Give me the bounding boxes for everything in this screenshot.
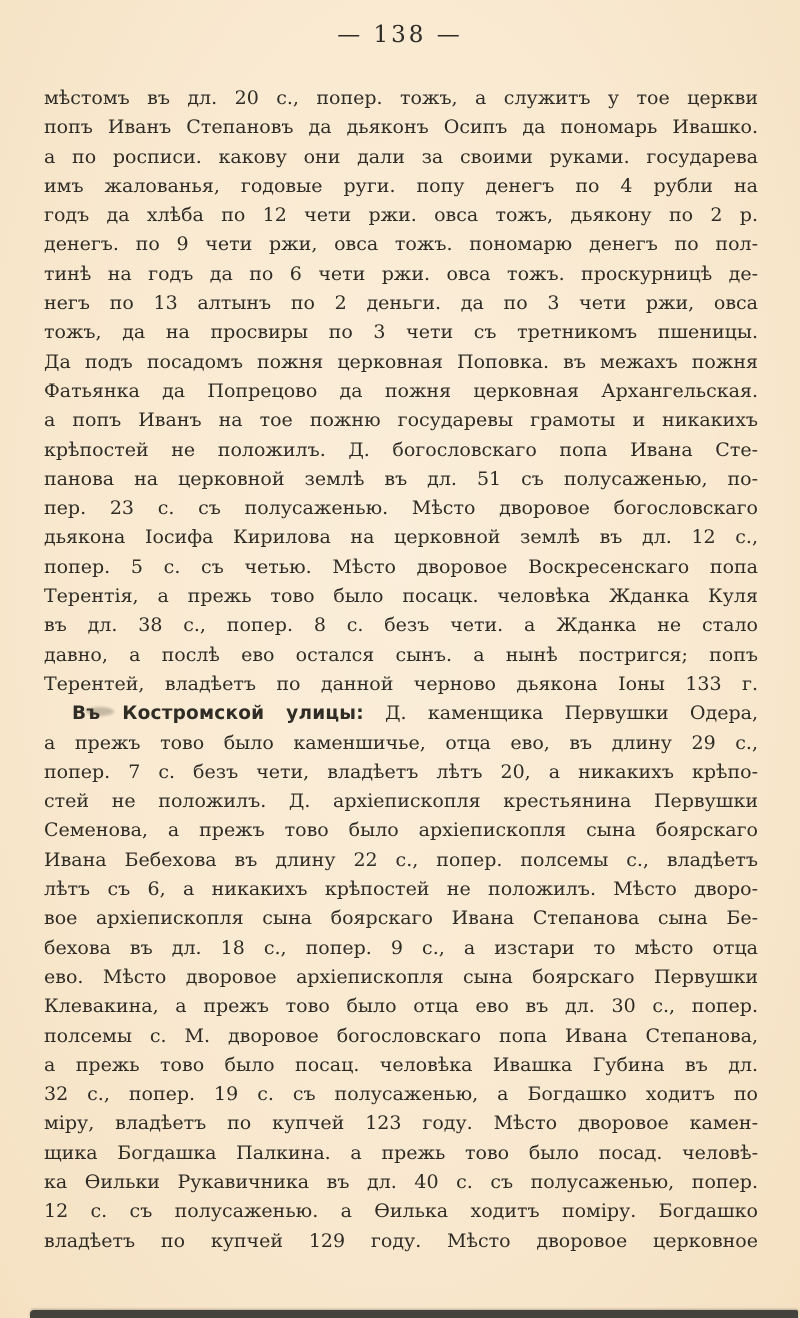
- text-line: Въ Костромской улицы: Д. каменщика Первушки Одера,: [72, 702, 758, 725]
- scan-edge-artifact: [30, 1310, 798, 1318]
- text-line: пер. 23 с. съ полусаженью. Мѣсто дворовое богословскаго: [44, 497, 758, 520]
- text-line: лѣтъ съ 6, а никакихъ крѣпостей не положилъ. Мѣсто дворо-: [44, 878, 758, 901]
- text-line: Терентія, а прежь тово было посацк. человѣка Жданка Куля: [44, 585, 758, 608]
- text-line: крѣпостей не положилъ. Д. богословскаго попа Ивана Сте-: [44, 438, 758, 461]
- ink-smudge: [86, 707, 114, 716]
- text-line: стей не положилъ. Д. архіепископля крестьянина Первушки: [44, 790, 758, 813]
- text-line: бехова въ дл. 18 с., попер. 9 с., а изстари то мѣсто отца: [44, 936, 758, 959]
- text-line: 32 с., попер. 19 с. съ полусаженью, а Богдашко ходитъ по: [44, 1083, 758, 1106]
- text-line: а прежь тово было посац. человѣка Ивашка Губина въ дл.: [44, 1053, 758, 1076]
- text-line: міру, владѣетъ по купчей 123 году. Мѣсто дворовое камен-: [44, 1112, 758, 1135]
- text-line: дьякона Іосифа Кирилова на церковной землѣ въ дл. 12 с.,: [44, 526, 758, 549]
- text-line: тожъ, да на просвиры по 3 чети съ третникомъ пшеницы.: [44, 321, 758, 344]
- text-line: негъ по 13 алтынъ по 2 деньги. да по 3 чети ржи, овса: [44, 292, 758, 315]
- page-number: — 138 —: [337, 22, 463, 48]
- text-line: мѣстомъ въ дл. 20 с., попер. тожъ, а служитъ у тое церкви: [44, 87, 758, 109]
- text-line: 12 с. съ полусаженью. а Ѳилька ходитъ поміру. Богдашко: [44, 1200, 758, 1223]
- text-line: давно, а послѣ ево остался сынъ. а нынѣ постригся; попъ: [44, 643, 758, 666]
- text-line: полсемы с. М. дворовое богословскаго попа Ивана Степанова,: [44, 1024, 758, 1047]
- text-line: въ дл. 38 с., попер. 8 с. безъ чети. а Жданка не стало: [44, 614, 758, 637]
- text-line: ево. Мѣсто дворовое архіепископля сына боярскаго Первушки: [44, 965, 758, 988]
- text-line: попер. 5 с. съ четью. Мѣсто дворовое Воскресенскаго попа: [44, 555, 758, 578]
- text-line: годъ да хлѣба по 12 чети ржи. овса тожъ, дьякону по 2 р.: [44, 204, 758, 227]
- text-line: владѣетъ по купчей 129 году. Мѣсто дворовое церковное: [44, 1229, 758, 1252]
- text-line: а по росписи. какову они дали за своими руками. государева: [44, 145, 758, 168]
- body-text: [44, 84, 758, 1256]
- text-line: попъ Иванъ Степановъ да дьяконъ Осипъ да пономарь Ивашко.: [44, 116, 758, 139]
- text-line: денегъ. по 9 чети ржи, овса тожъ. пономарю денегъ по пол-: [44, 233, 758, 256]
- text-line: имъ жалованья, годовые руги. попу денегъ по 4 рубли на: [44, 174, 758, 197]
- text-line: ка Ѳильки Рукавичника въ дл. 40 с. съ полусаженью, попер.: [44, 1170, 758, 1193]
- text-line: Фатьянка да Попрецово да пожня церковная Архангельская.: [44, 379, 758, 402]
- text-line: вое архіепископля сына боярскаго Ивана Степанова сына Бе-: [44, 907, 758, 930]
- text-line: тинѣ на годъ да по 6 чети ржи. овса тожъ. проскурницѣ де-: [44, 262, 758, 285]
- text-line: попер. 7 с. безъ чети, владѣетъ лѣтъ 20, а никакихъ крѣпо-: [44, 760, 758, 783]
- text-line: Да подъ посадомъ пожня церковная Поповка. въ межахъ пожня: [44, 350, 758, 373]
- text-line: а прежъ тово было каменшичье, отца ево, въ длину 29 с.,: [44, 731, 758, 754]
- text-line: щика Богдашка Палкина. а прежь тово было посад. человѣ-: [44, 1141, 758, 1164]
- text-line: панова на церковной землѣ въ дл. 51 съ полусаженью, по-: [44, 467, 758, 490]
- section-heading: Въ Костромской улицы:: [72, 703, 364, 725]
- text-line: а попъ Иванъ на тое пожню государевы грамоты и никакихъ: [44, 409, 758, 432]
- text-line: Семенова, а прежъ тово было архіепископля сына боярскаго: [44, 819, 758, 842]
- text-line: Ивана Бебехова въ длину 22 с., попер. полсемы с., владѣетъ: [44, 848, 758, 871]
- text-line: Терентей, владѣетъ по данной черново дьякона Іоны 133 г.: [44, 672, 758, 695]
- text-line: Клевакина, а прежъ тово было отца ево въ дл. 30 с., попер.: [44, 995, 758, 1018]
